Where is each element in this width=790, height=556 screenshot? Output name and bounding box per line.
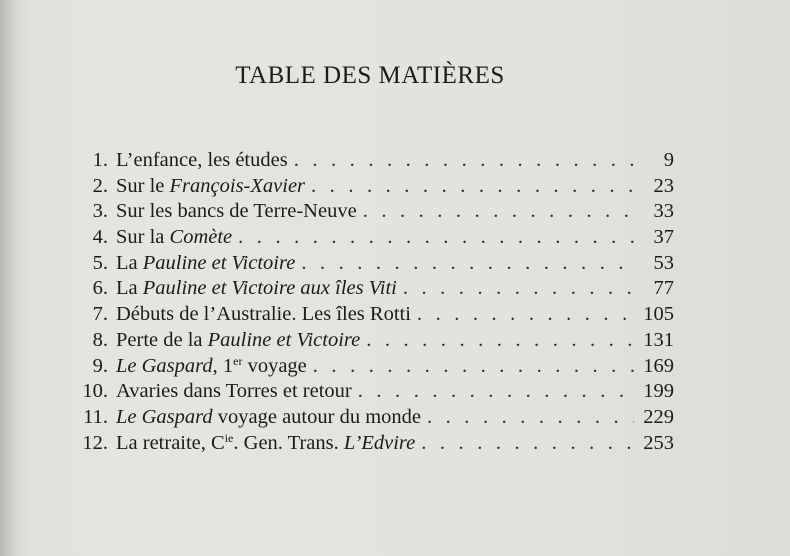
dot-leader bbox=[294, 148, 634, 174]
page-number: 169 bbox=[643, 354, 674, 377]
chapter-title-part: La bbox=[116, 277, 143, 300]
chapter-title-part: , 1 bbox=[212, 354, 234, 377]
chapter-title-part: La retraite, C bbox=[116, 431, 225, 454]
page-number: 53 bbox=[653, 251, 674, 274]
chapter-title-part: Pauline et Victoire bbox=[207, 328, 361, 351]
chapter-title-part: Avaries dans Torres et retour bbox=[116, 380, 352, 403]
toc-entry bbox=[74, 199, 674, 225]
chapter-title bbox=[108, 174, 305, 200]
page-title: TABLE DES MATIÈRES bbox=[235, 62, 505, 89]
dot-leader bbox=[366, 328, 634, 354]
chapter-number: 6. bbox=[92, 277, 108, 300]
chapter-title-part: Débuts de l’Australie. Les îles Rotti bbox=[116, 303, 411, 326]
chapter-title-part: Comète bbox=[169, 226, 233, 249]
chapter-title-part: L’Edvire bbox=[343, 431, 416, 454]
chapter-title-part: Pauline et Victoire bbox=[142, 251, 296, 274]
dot-leader bbox=[417, 302, 634, 328]
chapter-title bbox=[108, 251, 295, 277]
page-number: 199 bbox=[643, 380, 674, 403]
chapter-number: 12. bbox=[82, 431, 108, 454]
page-number: 23 bbox=[653, 174, 674, 197]
chapter-title-part: voyage autour du monde bbox=[212, 405, 421, 428]
table-of-contents bbox=[74, 148, 674, 456]
chapter-title bbox=[108, 379, 352, 405]
chapter-title-part: Le Gaspard bbox=[116, 405, 213, 428]
chapter-number: 10. bbox=[82, 380, 108, 403]
chapter-number: 4. bbox=[92, 226, 108, 249]
page-number: 105 bbox=[643, 303, 674, 326]
chapter-number: 2. bbox=[92, 174, 108, 197]
chapter-title-part: voyage bbox=[242, 354, 307, 377]
dot-leader bbox=[427, 405, 634, 431]
chapter-title bbox=[108, 328, 360, 354]
chapter-title-part: Pauline et Victoire aux îles Viti bbox=[142, 277, 397, 300]
dot-leader bbox=[238, 225, 634, 251]
dot-leader bbox=[313, 354, 634, 380]
toc-entry bbox=[74, 354, 674, 380]
page-number: 253 bbox=[643, 431, 674, 454]
chapter-title-part: Sur les bancs de Terre-Neuve bbox=[116, 200, 357, 223]
page-number: 131 bbox=[643, 328, 674, 351]
dot-leader bbox=[311, 174, 634, 200]
toc-entry bbox=[74, 148, 674, 174]
toc-entry bbox=[74, 379, 674, 405]
toc-entry bbox=[74, 276, 674, 302]
chapter-number: 11. bbox=[83, 405, 108, 428]
page-number: 33 bbox=[653, 200, 674, 223]
chapter-title bbox=[108, 405, 421, 431]
dot-leader bbox=[421, 431, 634, 457]
dot-leader bbox=[363, 199, 634, 225]
chapter-title bbox=[108, 302, 411, 328]
chapter-title-part: L’enfance, les études bbox=[116, 149, 288, 171]
page-number: 229 bbox=[643, 405, 674, 428]
dot-leader bbox=[403, 276, 634, 302]
chapter-title bbox=[108, 225, 232, 251]
chapter-title-part: Sur la bbox=[116, 226, 170, 249]
toc-entry bbox=[74, 251, 674, 277]
chapter-number: 5. bbox=[92, 251, 108, 274]
chapter-number: 7. bbox=[92, 303, 108, 326]
chapter-number: 9. bbox=[92, 354, 108, 377]
chapter-title bbox=[108, 354, 307, 380]
toc-entry bbox=[74, 431, 674, 457]
chapter-number: 8. bbox=[92, 328, 108, 351]
dot-leader bbox=[358, 379, 634, 405]
toc-entry bbox=[74, 405, 674, 431]
chapter-title bbox=[108, 199, 357, 225]
chapter-title-part: Sur le bbox=[116, 174, 170, 197]
chapter-title bbox=[108, 148, 288, 174]
chapter-title bbox=[108, 431, 415, 457]
chapter-title-part: La bbox=[116, 251, 143, 274]
chapter-title-part: Perte de la bbox=[116, 328, 208, 351]
chapter-title bbox=[108, 276, 397, 302]
chapter-title-part: Le Gaspard bbox=[116, 354, 213, 377]
chapter-number: 1. bbox=[92, 149, 108, 171]
chapter-number: 3. bbox=[92, 200, 108, 223]
page-number: 9 bbox=[663, 149, 674, 171]
toc-entry bbox=[74, 225, 674, 251]
page-number: 77 bbox=[653, 277, 674, 300]
chapter-title-part: er bbox=[233, 353, 243, 368]
toc-entry bbox=[74, 328, 674, 354]
chapter-title-part: ie bbox=[224, 430, 234, 445]
chapter-title-part: . Gen. Trans. bbox=[233, 431, 344, 454]
toc-entry bbox=[74, 302, 674, 328]
dot-leader bbox=[301, 251, 634, 277]
toc-entry bbox=[74, 174, 674, 200]
page-number: 37 bbox=[653, 226, 674, 249]
chapter-title-part: François-Xavier bbox=[169, 174, 306, 197]
